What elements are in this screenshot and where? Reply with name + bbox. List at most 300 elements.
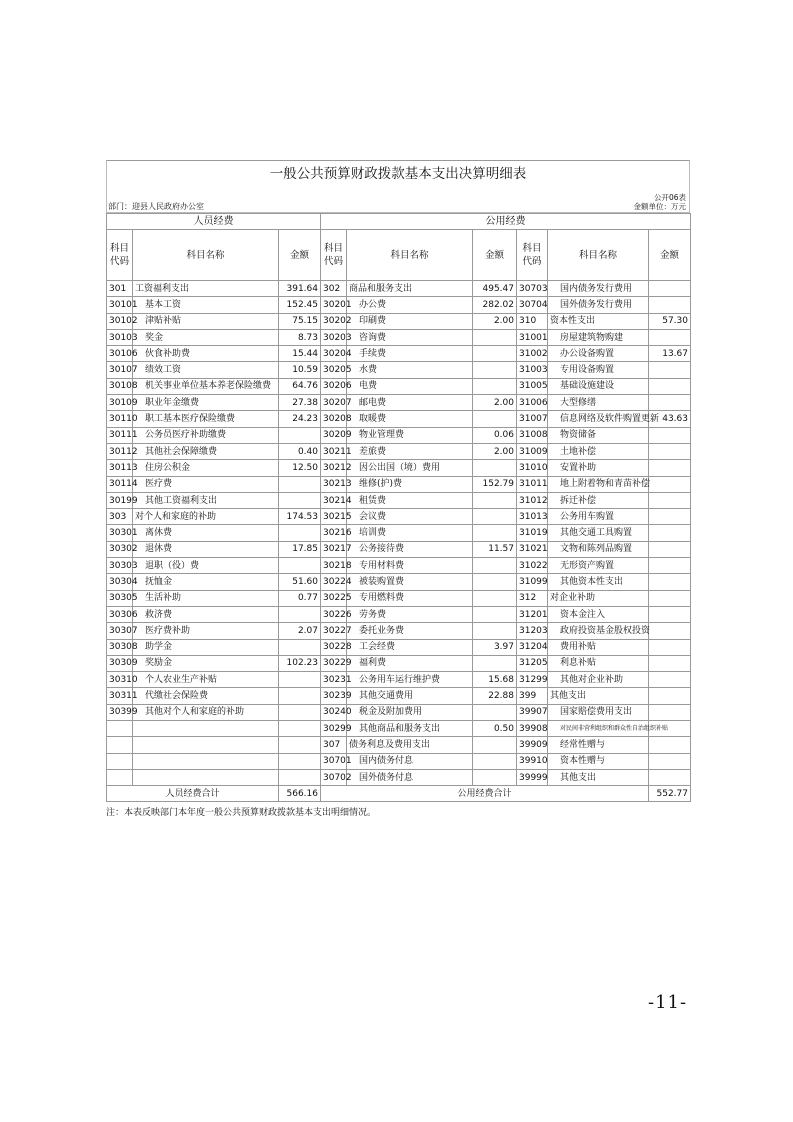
name-cell: 公务员医疗补助缴费 — [133, 427, 279, 443]
group-personnel: 人员经费 — [107, 214, 321, 230]
code-cell: 302 — [321, 281, 347, 297]
name-cell: 其他资本性支出 — [548, 574, 649, 590]
code-cell: 30225 — [321, 590, 347, 606]
amount-cell — [649, 460, 691, 476]
amount-cell — [649, 541, 691, 557]
amount-cell — [473, 411, 517, 427]
amount-cell: 174.53 — [279, 509, 321, 525]
amount-cell: 102.23 — [279, 655, 321, 671]
amount-cell — [649, 525, 691, 541]
code-cell: 30304 — [107, 574, 133, 590]
name-cell: 机关事业单位基本养老保险缴费 — [133, 378, 279, 394]
name-cell: 医疗费 — [133, 476, 279, 492]
name-cell: 政府投资基金股权投资 — [548, 623, 649, 639]
amount-cell — [649, 574, 691, 590]
amount-cell: 43.63 — [649, 411, 691, 427]
name-cell: 奖励金 — [133, 655, 279, 671]
name-cell: 对企业补助 — [548, 590, 649, 606]
code-cell — [107, 737, 133, 753]
column-header-row — [107, 230, 691, 281]
table-row — [107, 411, 691, 427]
name-cell: 安置补助 — [548, 460, 649, 476]
table-row — [107, 362, 691, 378]
code-cell: 31203 — [517, 623, 548, 639]
amount-cell: 13.67 — [649, 346, 691, 362]
name-cell: 国家赔偿费用支出 — [548, 704, 649, 720]
code-cell: 30109 — [107, 395, 133, 411]
code-cell: 31022 — [517, 558, 548, 574]
amount-cell — [649, 688, 691, 704]
code-cell: 30227 — [321, 623, 347, 639]
code-cell: 39999 — [517, 769, 548, 785]
amount-cell — [649, 476, 691, 492]
code-cell: 30307 — [107, 623, 133, 639]
code-cell: 31299 — [517, 672, 548, 688]
table-row — [107, 606, 691, 622]
amount-cell — [279, 688, 321, 704]
amount-cell: 2.00 — [473, 395, 517, 411]
table-row — [107, 769, 691, 785]
name-cell: 资本性赠与 — [548, 753, 649, 769]
code-cell: 31008 — [517, 427, 548, 443]
code-cell: 30702 — [321, 769, 347, 785]
code-cell: 31011 — [517, 476, 548, 492]
amount-cell — [649, 737, 691, 753]
header-code: 科目代码 — [321, 230, 347, 281]
amount-cell — [473, 329, 517, 345]
name-cell: 对民间非营利组织和群众性自治组织补贴 — [548, 721, 649, 737]
name-cell: 信息网络及软件购置更新 — [548, 411, 649, 427]
name-cell: 救济费 — [133, 606, 279, 622]
amount-cell — [279, 492, 321, 508]
header-amount: 金额 — [649, 230, 691, 281]
name-cell: 商品和服务支出 — [347, 281, 473, 297]
code-cell: 30203 — [321, 329, 347, 345]
table-row — [107, 313, 691, 329]
code-cell: 30240 — [321, 704, 347, 720]
name-cell: 退职（役）费 — [133, 558, 279, 574]
name-cell: 其他商品和服务支出 — [347, 721, 473, 737]
amount-cell — [279, 704, 321, 720]
amount-cell — [649, 443, 691, 459]
table-row — [107, 297, 691, 313]
amount-cell: 0.77 — [279, 590, 321, 606]
amount-cell — [473, 509, 517, 525]
header-amount: 金额 — [279, 230, 321, 281]
amount-cell — [279, 721, 321, 737]
amount-cell: 0.40 — [279, 443, 321, 459]
name-cell: 津贴补贴 — [133, 313, 279, 329]
code-cell: 31002 — [517, 346, 548, 362]
name-cell: 地上附着物和青苗补偿 — [548, 476, 649, 492]
name-cell: 利息补贴 — [548, 655, 649, 671]
table-row — [107, 737, 691, 753]
table-row — [107, 443, 691, 459]
table-row — [107, 688, 691, 704]
table-row — [107, 623, 691, 639]
code-cell: 30215 — [321, 509, 347, 525]
name-cell: 培训费 — [347, 525, 473, 541]
amount-cell — [649, 427, 691, 443]
code-cell: 30308 — [107, 639, 133, 655]
code-cell: 30112 — [107, 443, 133, 459]
name-cell: 办公费 — [347, 297, 473, 313]
code-cell: 31099 — [517, 574, 548, 590]
amount-cell — [473, 590, 517, 606]
amount-cell — [649, 395, 691, 411]
amount-cell — [473, 525, 517, 541]
code-cell: 30218 — [321, 558, 347, 574]
code-cell: 303 — [107, 509, 133, 525]
form-code: 公开06表 — [653, 193, 686, 202]
name-cell: 债务利息及费用支出 — [347, 737, 473, 753]
table-row — [107, 704, 691, 720]
amount-cell — [473, 769, 517, 785]
name-cell: 个人农业生产补贴 — [133, 672, 279, 688]
amount-cell — [649, 623, 691, 639]
code-cell: 30205 — [321, 362, 347, 378]
name-cell: 取暖费 — [347, 411, 473, 427]
code-cell: 30214 — [321, 492, 347, 508]
code-cell: 30110 — [107, 411, 133, 427]
name-cell — [133, 737, 279, 753]
name-cell: 咨询费 — [347, 329, 473, 345]
table-row — [107, 395, 691, 411]
name-cell: 资本性支出 — [548, 313, 649, 329]
code-cell: 31006 — [517, 395, 548, 411]
code-cell: 31201 — [517, 606, 548, 622]
amount-cell — [473, 623, 517, 639]
amount-cell — [649, 655, 691, 671]
code-cell: 30113 — [107, 460, 133, 476]
code-cell: 30217 — [321, 541, 347, 557]
code-cell: 30101 — [107, 297, 133, 313]
name-cell — [133, 769, 279, 785]
name-cell: 国内债务发行费用 — [548, 281, 649, 297]
code-cell: 301 — [107, 281, 133, 297]
header-code: 科目代码 — [107, 230, 133, 281]
table-row — [107, 281, 691, 297]
code-cell: 30704 — [517, 297, 548, 313]
name-cell: 租赁费 — [347, 492, 473, 508]
total-personnel-label: 人员经费合计 — [107, 786, 279, 802]
table-row — [107, 525, 691, 541]
name-cell: 手续费 — [347, 346, 473, 362]
code-cell: 30206 — [321, 378, 347, 394]
code-cell: 30301 — [107, 525, 133, 541]
code-cell: 307 — [321, 737, 347, 753]
name-cell: 其他对个人和家庭的补助 — [133, 704, 279, 720]
table-meta — [106, 187, 690, 213]
code-cell — [107, 721, 133, 737]
amount-cell — [279, 525, 321, 541]
name-cell: 基础设施建设 — [548, 378, 649, 394]
name-cell: 其他支出 — [548, 769, 649, 785]
code-cell: 31204 — [517, 639, 548, 655]
amount-cell: 152.45 — [279, 297, 321, 313]
name-cell: 基本工资 — [133, 297, 279, 313]
name-cell: 住房公积金 — [133, 460, 279, 476]
name-cell: 国外债务付息 — [347, 769, 473, 785]
name-cell: 维修(护)费 — [347, 476, 473, 492]
group-header-row — [107, 214, 691, 230]
name-cell: 职业年金缴费 — [133, 395, 279, 411]
table-row — [107, 329, 691, 345]
amount-cell: 3.97 — [473, 639, 517, 655]
table-row — [107, 672, 691, 688]
amount-cell — [649, 329, 691, 345]
code-cell: 30107 — [107, 362, 133, 378]
code-cell: 30208 — [321, 411, 347, 427]
amount-cell: 22.88 — [473, 688, 517, 704]
header-name: 科目名称 — [548, 230, 649, 281]
code-cell: 30202 — [321, 313, 347, 329]
code-cell: 30302 — [107, 541, 133, 557]
table-row — [107, 509, 691, 525]
name-cell: 拆迁补偿 — [548, 492, 649, 508]
name-cell: 会议费 — [347, 509, 473, 525]
code-cell: 30305 — [107, 590, 133, 606]
name-cell: 绩效工资 — [133, 362, 279, 378]
table-row — [107, 492, 691, 508]
table-row — [107, 558, 691, 574]
name-cell: 文物和陈列品购置 — [548, 541, 649, 557]
table-row — [107, 753, 691, 769]
amount-cell — [473, 362, 517, 378]
amount-cell — [279, 769, 321, 785]
table-row — [107, 427, 691, 443]
name-cell: 奖金 — [133, 329, 279, 345]
name-cell: 经常性赠与 — [548, 737, 649, 753]
code-cell: 30303 — [107, 558, 133, 574]
code-cell: 39910 — [517, 753, 548, 769]
amount-cell — [649, 769, 691, 785]
amount-cell — [649, 590, 691, 606]
amount-cell — [649, 362, 691, 378]
code-cell: 30311 — [107, 688, 133, 704]
code-cell: 30229 — [321, 655, 347, 671]
unit-label: 金额单位：万元 — [633, 202, 686, 211]
amount-cell — [649, 378, 691, 394]
code-cell: 30309 — [107, 655, 133, 671]
code-cell: 30701 — [321, 753, 347, 769]
amount-cell — [473, 753, 517, 769]
expenditure-table — [106, 213, 691, 802]
code-cell: 30216 — [321, 525, 347, 541]
name-cell: 国外债务发行费用 — [548, 297, 649, 313]
code-cell: 30108 — [107, 378, 133, 394]
name-cell: 公务用车购置 — [548, 509, 649, 525]
name-cell: 专用材料费 — [347, 558, 473, 574]
amount-cell — [279, 672, 321, 688]
name-cell: 电费 — [347, 378, 473, 394]
name-cell: 被装购置费 — [347, 574, 473, 590]
code-cell: 399 — [517, 688, 548, 704]
name-cell: 医疗费补助 — [133, 623, 279, 639]
code-cell: 30212 — [321, 460, 347, 476]
code-cell: 30199 — [107, 492, 133, 508]
budget-sheet — [106, 160, 690, 818]
amount-cell: 2.07 — [279, 623, 321, 639]
code-cell — [107, 753, 133, 769]
name-cell: 因公出国（境）费用 — [347, 460, 473, 476]
name-cell: 工会经费 — [347, 639, 473, 655]
code-cell: 31001 — [517, 329, 548, 345]
department-label: 部门：迎县人民政府办公室 — [108, 202, 204, 211]
amount-cell — [473, 655, 517, 671]
amount-cell: 2.00 — [473, 313, 517, 329]
name-cell: 物资储备 — [548, 427, 649, 443]
table-row — [107, 655, 691, 671]
amount-cell: 15.68 — [473, 672, 517, 688]
code-cell: 312 — [517, 590, 548, 606]
group-public: 公用经费 — [321, 214, 691, 230]
amount-cell — [649, 606, 691, 622]
code-cell: 31012 — [517, 492, 548, 508]
name-cell: 办公设备购置 — [548, 346, 649, 362]
code-cell: 31009 — [517, 443, 548, 459]
amount-cell: 0.50 — [473, 721, 517, 737]
amount-cell — [473, 346, 517, 362]
code-cell: 39907 — [517, 704, 548, 720]
name-cell: 劳务费 — [347, 606, 473, 622]
code-cell: 30213 — [321, 476, 347, 492]
code-cell: 30399 — [107, 704, 133, 720]
amount-cell — [473, 378, 517, 394]
table-title: 一般公共预算财政拨款基本支出决算明细表 — [106, 160, 690, 187]
code-cell: 31010 — [517, 460, 548, 476]
amount-cell: 2.00 — [473, 443, 517, 459]
name-cell: 工资福利支出 — [133, 281, 279, 297]
table-row — [107, 721, 691, 737]
code-cell: 31005 — [517, 378, 548, 394]
amount-cell — [473, 492, 517, 508]
name-cell: 土地补偿 — [548, 443, 649, 459]
header-name: 科目名称 — [133, 230, 279, 281]
name-cell: 税金及附加费用 — [347, 704, 473, 720]
amount-cell — [649, 297, 691, 313]
amount-cell: 17.85 — [279, 541, 321, 557]
amount-cell — [473, 558, 517, 574]
name-cell: 其他交通工具购置 — [548, 525, 649, 541]
name-cell: 其他对企业补助 — [548, 672, 649, 688]
name-cell: 公务用车运行维护费 — [347, 672, 473, 688]
amount-cell — [473, 460, 517, 476]
name-cell: 其他交通费用 — [347, 688, 473, 704]
amount-cell — [649, 509, 691, 525]
name-cell: 无形资产购置 — [548, 558, 649, 574]
code-cell: 31013 — [517, 509, 548, 525]
name-cell: 专用燃料费 — [347, 590, 473, 606]
amount-cell — [279, 606, 321, 622]
name-cell: 房屋建筑物购建 — [548, 329, 649, 345]
code-cell: 30226 — [321, 606, 347, 622]
code-cell: 30207 — [321, 395, 347, 411]
name-cell: 助学金 — [133, 639, 279, 655]
table-row — [107, 476, 691, 492]
amount-cell — [649, 558, 691, 574]
total-row — [107, 786, 691, 802]
header-code: 科目代码 — [517, 230, 548, 281]
code-cell: 30228 — [321, 639, 347, 655]
amount-cell: 152.79 — [473, 476, 517, 492]
name-cell: 差旅费 — [347, 443, 473, 459]
name-cell: 专用设备购置 — [548, 362, 649, 378]
amount-cell: 24.23 — [279, 411, 321, 427]
name-cell: 委托业务费 — [347, 623, 473, 639]
amount-cell: 8.73 — [279, 329, 321, 345]
amount-cell — [279, 737, 321, 753]
code-cell: 30299 — [321, 721, 347, 737]
amount-cell — [279, 558, 321, 574]
code-cell — [107, 769, 133, 785]
amount-cell — [649, 639, 691, 655]
code-cell: 39909 — [517, 737, 548, 753]
amount-cell: 27.38 — [279, 395, 321, 411]
name-cell: 印刷费 — [347, 313, 473, 329]
name-cell: 大型修缮 — [548, 395, 649, 411]
amount-cell: 495.47 — [473, 281, 517, 297]
code-cell: 30306 — [107, 606, 133, 622]
code-cell: 30211 — [321, 443, 347, 459]
amount-cell: 64.76 — [279, 378, 321, 394]
name-cell: 伙食补助费 — [133, 346, 279, 362]
code-cell: 31021 — [517, 541, 548, 557]
code-cell: 30111 — [107, 427, 133, 443]
code-cell: 30201 — [321, 297, 347, 313]
code-cell: 31003 — [517, 362, 548, 378]
amount-cell — [649, 672, 691, 688]
amount-cell: 57.30 — [649, 313, 691, 329]
table-note: 注：本表反映部门本年度一般公共预算财政拨款基本支出明细情况。 — [106, 808, 377, 819]
name-cell: 福利费 — [347, 655, 473, 671]
amount-cell: 12.50 — [279, 460, 321, 476]
table-row — [107, 378, 691, 394]
code-cell: 31205 — [517, 655, 548, 671]
name-cell: 其他工资福利支出 — [133, 492, 279, 508]
table-row — [107, 639, 691, 655]
name-cell: 物业管理费 — [347, 427, 473, 443]
code-cell: 30231 — [321, 672, 347, 688]
name-cell: 代缴社会保险费 — [133, 688, 279, 704]
total-public-label: 公用经费合计 — [321, 786, 649, 802]
amount-cell — [279, 753, 321, 769]
table-row — [107, 590, 691, 606]
code-cell: 30239 — [321, 688, 347, 704]
name-cell: 邮电费 — [347, 395, 473, 411]
code-cell: 30310 — [107, 672, 133, 688]
table-row — [107, 346, 691, 362]
header-amount: 金额 — [473, 230, 517, 281]
amount-cell: 0.06 — [473, 427, 517, 443]
table-row — [107, 574, 691, 590]
amount-cell — [649, 704, 691, 720]
code-cell: 30204 — [321, 346, 347, 362]
amount-cell — [279, 427, 321, 443]
code-cell: 30102 — [107, 313, 133, 329]
amount-cell — [473, 606, 517, 622]
header-name: 科目名称 — [347, 230, 473, 281]
amount-cell — [279, 476, 321, 492]
name-cell: 水费 — [347, 362, 473, 378]
amount-cell — [649, 281, 691, 297]
code-cell: 310 — [517, 313, 548, 329]
name-cell: 国内债务付息 — [347, 753, 473, 769]
code-cell: 31007 — [517, 411, 548, 427]
name-cell: 费用补贴 — [548, 639, 649, 655]
amount-cell — [649, 753, 691, 769]
name-cell: 其他社会保障缴费 — [133, 443, 279, 459]
